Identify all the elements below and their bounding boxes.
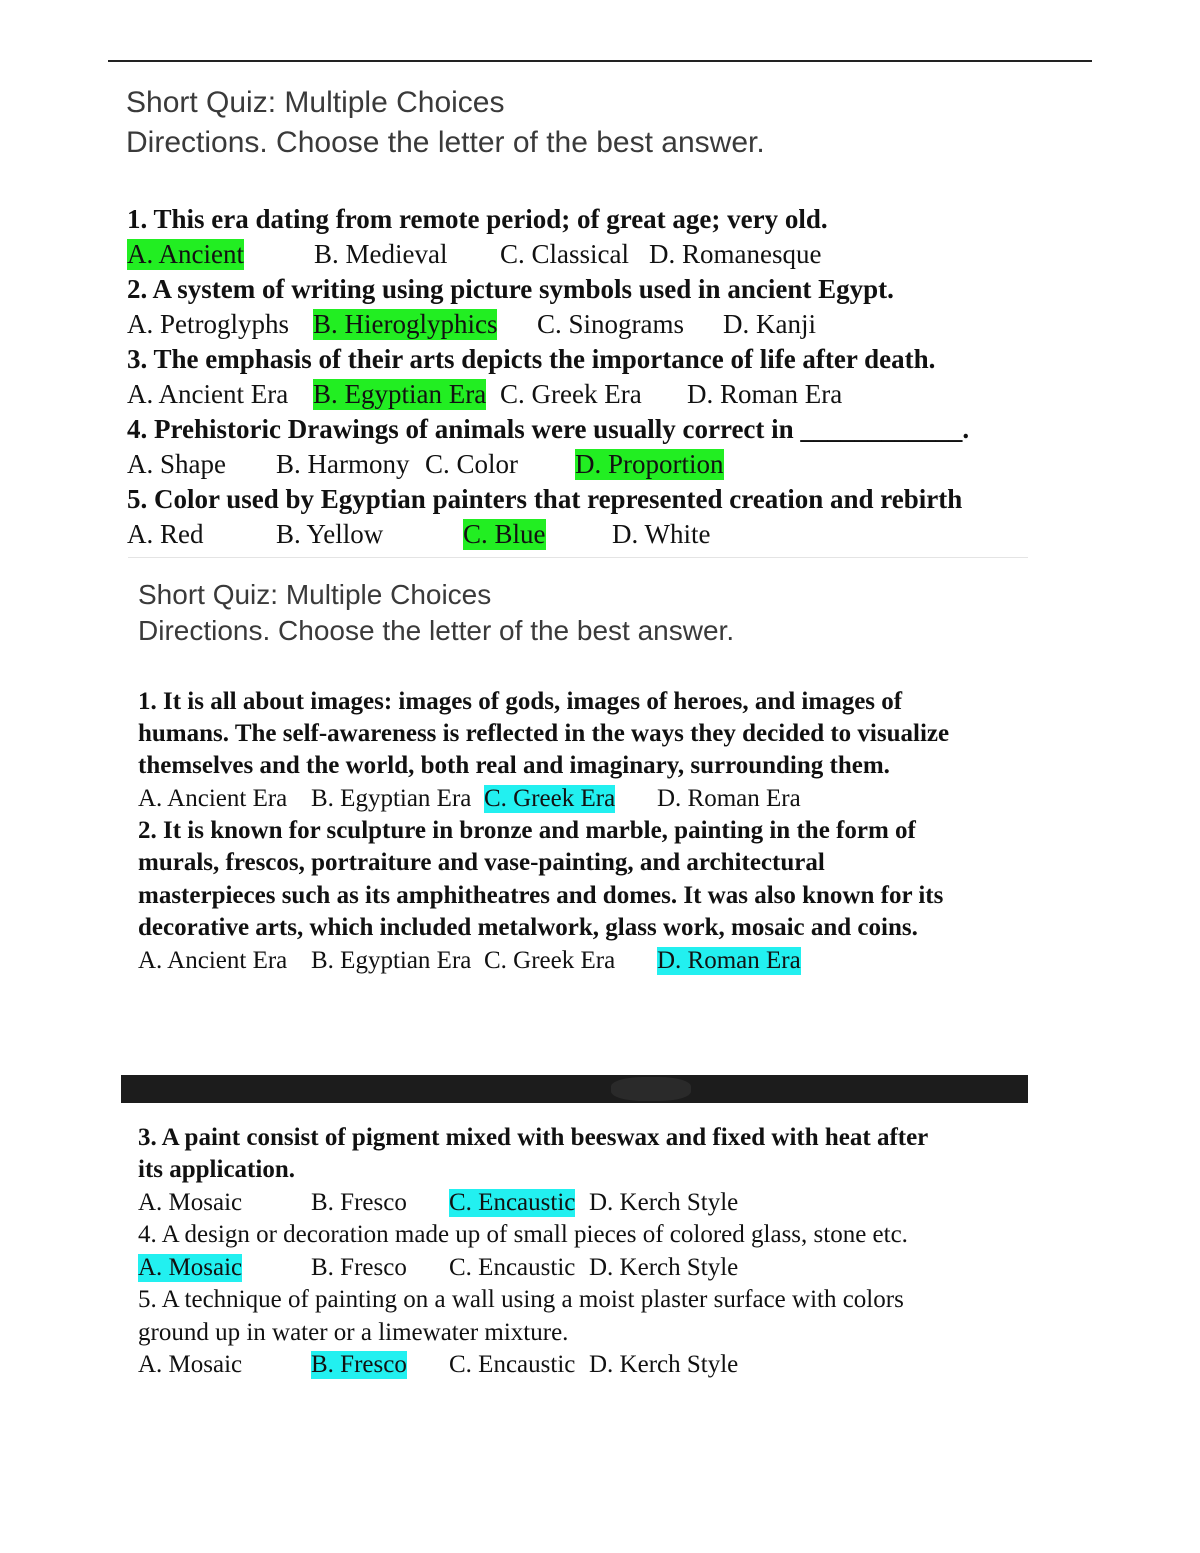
option-b: B. Yellow <box>276 519 384 549</box>
option-d: D. Kerch Style <box>589 1189 739 1216</box>
option-d-selected: D. Proportion <box>575 449 724 479</box>
quiz1-title: Short Quiz: Multiple Choices <box>126 86 505 119</box>
quiz2-question-1-line-3: themselves and the world, both real and imaginary, surrounding them. <box>138 752 890 779</box>
option-a: A. Red <box>127 519 204 549</box>
quiz2-question-3-line-2: its application. <box>138 1156 295 1183</box>
quiz2-question-1-line-1: 1. It is all about images: images of gods, images of heroes, and images of <box>138 688 903 715</box>
option-d: D. Kanji <box>723 309 816 339</box>
quiz2-title: Short Quiz: Multiple Choices <box>138 579 492 610</box>
option-a: A. Mosaic <box>138 1351 243 1378</box>
faint-shape <box>611 1077 691 1101</box>
quiz1-question-2: 2. A system of writing using picture symbols used in ancient Egypt. <box>127 274 894 304</box>
option-a: A. Ancient Era <box>127 379 289 409</box>
quiz2-directions: Directions. Choose the letter of the best answer. <box>138 615 735 646</box>
quiz1-directions: Directions. Choose the letter of the best answer. <box>126 126 765 159</box>
quiz2-question-4-line-1: 4. A design or decoration made up of small pieces of colored glass, stone etc. <box>138 1221 908 1248</box>
option-c: C. Encaustic <box>449 1351 576 1378</box>
option-c: C. Classical <box>500 239 629 269</box>
quiz1-question-5: 5. Color used by Egyptian painters that represented creation and rebirth <box>127 484 963 514</box>
option-d: D. Kerch Style <box>589 1254 739 1281</box>
quiz1-question-3: 3. The emphasis of their arts depicts the importance of life after death. <box>127 344 936 374</box>
option-b: B. Medieval <box>314 239 448 269</box>
option-b: B. Egyptian Era <box>311 947 472 974</box>
quiz2-question-5-line-1: 5. A technique of painting on a wall using a moist plaster surface with colors <box>138 1286 904 1313</box>
option-a-selected: A. Ancient <box>127 239 244 269</box>
dark-band <box>121 1075 1028 1103</box>
option-b-selected: B. Egyptian Era <box>313 379 487 409</box>
option-a: A. Petroglyphs <box>127 309 289 339</box>
quiz2-question-1-line-2: humans. The self-awareness is reflected in the ways they decided to visualize <box>138 720 950 747</box>
option-d: D. Romanesque <box>649 239 822 269</box>
option-b-selected: B. Hieroglyphics <box>313 309 498 339</box>
option-d-selected: D. Roman Era <box>657 947 801 974</box>
option-b: B. Fresco <box>311 1189 407 1216</box>
option-c: C. Encaustic <box>449 1254 576 1281</box>
quiz2-question-2-line-3: masterpieces such as its amphitheatres and domes. It was also known for its <box>138 882 944 909</box>
option-d: D. Roman Era <box>687 379 843 409</box>
option-b: B. Harmony <box>276 449 410 479</box>
quiz2-question-2-line-2: murals, frescos, portraiture and vase-painting, and architectural <box>138 849 825 876</box>
section-divider <box>128 557 1028 558</box>
option-a: A. Ancient Era <box>138 785 288 812</box>
option-b-selected: B. Fresco <box>311 1351 407 1378</box>
option-a: A. Ancient Era <box>138 947 288 974</box>
option-a: A. Mosaic <box>138 1189 243 1216</box>
top-rule <box>108 60 1092 62</box>
option-d: D. White <box>612 519 711 549</box>
option-c: C. Greek Era <box>484 947 616 974</box>
option-c: C. Color <box>425 449 519 479</box>
option-d: D. Roman Era <box>657 785 801 812</box>
quiz1-question-1: 1. This era dating from remote period; of great age; very old. <box>127 204 828 234</box>
quiz2-question-2-line-4: decorative arts, which included metalwork, glass work, mosaic and coins. <box>138 914 918 941</box>
quiz2-question-5-line-2: ground up in water or a limewater mixture. <box>138 1319 569 1346</box>
option-d: D. Kerch Style <box>589 1351 739 1378</box>
quiz2-question-2-line-1: 2. It is known for sculpture in bronze and marble, painting in the form of <box>138 817 916 844</box>
option-c: C. Sinograms <box>537 309 685 339</box>
option-b: B. Fresco <box>311 1254 407 1281</box>
option-a: A. Shape <box>127 449 226 479</box>
option-c-selected: C. Blue <box>463 519 546 549</box>
quiz2-question-3-line-1: 3. A paint consist of pigment mixed with beeswax and fixed with heat after <box>138 1124 929 1151</box>
option-b: B. Egyptian Era <box>311 785 472 812</box>
quiz1-question-4: 4. Prehistoric Drawings of animals were usually correct in ____________. <box>127 414 970 444</box>
option-a-selected: A. Mosaic <box>138 1254 243 1281</box>
option-c: C. Greek Era <box>500 379 642 409</box>
option-c-selected: C. Encaustic <box>449 1189 576 1216</box>
option-c-selected: C. Greek Era <box>484 785 616 812</box>
